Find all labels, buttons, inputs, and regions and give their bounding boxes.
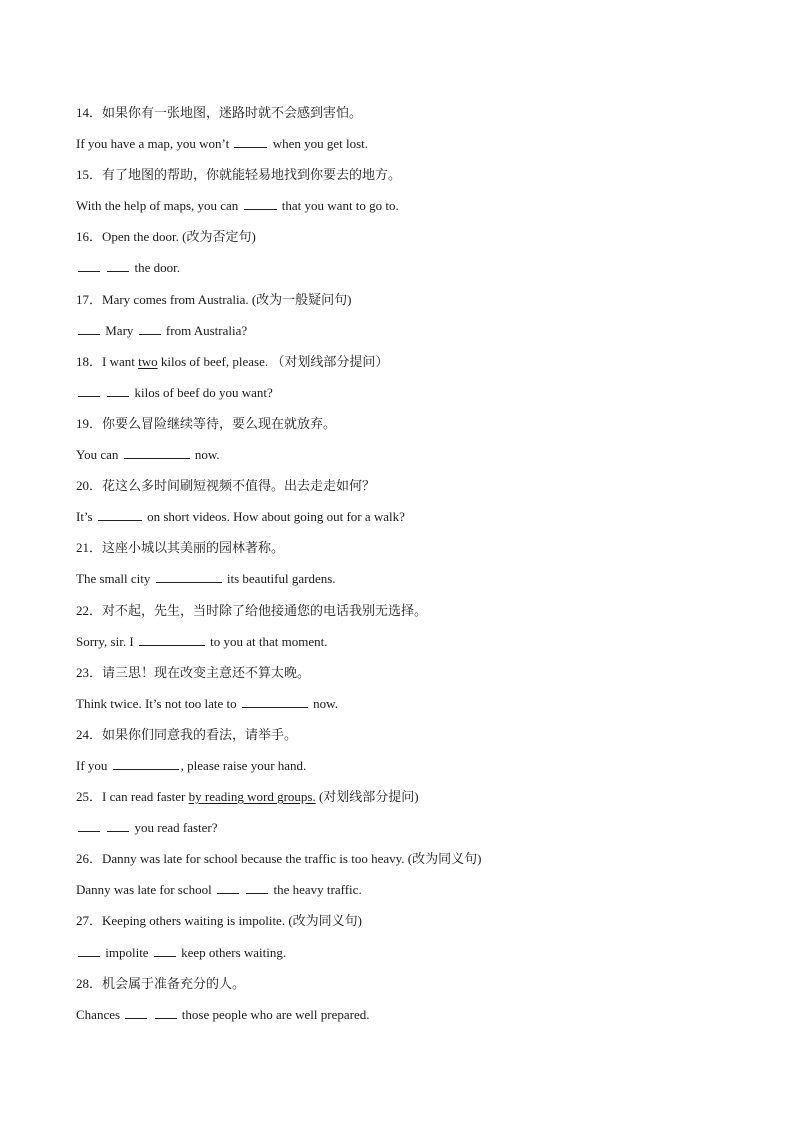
question-prompt: [76, 848, 736, 879]
answer-text: If you: [76, 757, 111, 773]
answer-text: , please raise your hand.: [180, 757, 307, 773]
answer-text: now.: [191, 447, 220, 463]
answer-blank[interactable]: [107, 384, 129, 397]
answer-blank[interactable]: [154, 944, 176, 957]
answer-text: With the help of maps, you can: [76, 198, 242, 214]
answer-text: the heavy traffic.: [270, 882, 362, 898]
answer-text: to you at that moment.: [206, 633, 328, 649]
prompt-text: kilos of beef, please. （对划线部分提问）: [157, 353, 389, 369]
answer-text: You can: [76, 447, 122, 463]
answer-blank[interactable]: [234, 135, 267, 148]
answer-text: Danny was late for school: [76, 882, 215, 898]
prompt-text: Keeping others waiting is impolite. (改为同义句): [102, 913, 362, 929]
answer-blank[interactable]: [124, 446, 190, 459]
prompt-text: 你要么冒险继续等待，要么现在就放弃。: [102, 415, 337, 431]
answer-blank[interactable]: [107, 259, 129, 272]
answer-text: when you get lost.: [269, 136, 369, 152]
question-number: 25．: [76, 789, 103, 805]
prompt-text: 有了地图的帮助，你就能轻易地找到你要去的地方。: [102, 167, 402, 183]
answer-line: [76, 195, 736, 226]
question-number: 18．: [76, 353, 103, 369]
answer-line: [76, 879, 736, 910]
prompt-text: 这座小城以其美丽的园林著称。: [102, 540, 285, 556]
answer-text: [149, 1007, 152, 1022]
question-prompt: [76, 413, 736, 444]
question-number: 24．: [76, 726, 103, 742]
answer-text: [241, 882, 244, 897]
prompt-text: Open the door. (改为否定句): [102, 229, 256, 245]
answer-blank[interactable]: [78, 259, 100, 272]
answer-text: those people who are well prepared.: [178, 1006, 370, 1022]
question-number: 23．: [76, 664, 103, 680]
answer-text: its beautiful gardens.: [223, 571, 336, 587]
question-number: 22．: [76, 602, 103, 618]
answer-blank[interactable]: [244, 197, 277, 210]
answer-blank[interactable]: [217, 881, 239, 894]
prompt-text: 如果你有一张地图，迷路时就不会感到害怕。: [102, 105, 363, 120]
answer-text: [102, 260, 105, 275]
answer-line: [76, 693, 736, 724]
question-prompt: [76, 289, 736, 320]
answer-text: kilos of beef do you want?: [131, 384, 273, 400]
question-prompt: [76, 973, 736, 1004]
answer-text: [102, 385, 105, 400]
answer-blank[interactable]: [125, 1006, 147, 1019]
question-prompt: [76, 910, 736, 941]
question-number: 17．: [76, 291, 103, 307]
answer-text: that you want to go to.: [278, 198, 399, 214]
prompt-text: 如果你们同意我的看法，请举手。: [102, 726, 298, 742]
answer-blank[interactable]: [78, 322, 100, 335]
answer-text: the door.: [131, 260, 180, 276]
answer-line: [76, 133, 736, 164]
prompt-text: I can read faster: [102, 789, 189, 805]
answer-text: If you have a map, you won’t: [76, 136, 233, 152]
question-number: 15．: [76, 167, 103, 183]
question-prompt: [76, 351, 736, 382]
underlined-text: by reading word groups.: [188, 789, 316, 805]
prompt-text: 请三思！现在改变主意还不算太晚。: [102, 664, 311, 680]
question-number: 27．: [76, 913, 103, 929]
answer-text: you read faster?: [131, 820, 218, 836]
question-number: 21．: [76, 540, 103, 556]
underlined-text: two: [138, 353, 158, 369]
question-number: 26．: [76, 851, 103, 867]
answer-line: [76, 755, 736, 786]
question-prompt: [76, 786, 736, 817]
question-number: 16．: [76, 229, 103, 245]
answer-blank[interactable]: [78, 944, 100, 957]
prompt-text: 对不起，先生，当时除了给他接通您的电话我别无选择。: [102, 602, 428, 618]
answer-blank[interactable]: [98, 508, 142, 521]
question-number: 20．: [76, 478, 103, 494]
question-prompt: [76, 226, 736, 257]
answer-line: [76, 631, 736, 662]
question-prompt: [76, 102, 736, 133]
question-prompt: [76, 724, 736, 755]
answer-blank[interactable]: [78, 819, 100, 832]
question-prompt: [76, 164, 736, 195]
answer-text: Mary: [102, 322, 137, 338]
prompt-text: (对划线部分提问): [315, 789, 419, 805]
prompt-text: I want: [102, 353, 139, 369]
answer-line: [76, 942, 736, 973]
answer-text: The small city: [76, 571, 154, 587]
answer-text: on short videos. How about going out for a walk?: [143, 509, 405, 525]
answer-blank[interactable]: [107, 819, 129, 832]
question-number: 19．: [76, 415, 103, 431]
answer-line: [76, 382, 736, 413]
answer-text: now.: [309, 695, 338, 711]
answer-text: Chances: [76, 1006, 124, 1022]
answer-blank[interactable]: [156, 570, 222, 583]
exercise-list: [76, 102, 736, 1035]
answer-text: Think twice. It’s not too late to: [76, 695, 240, 711]
answer-blank[interactable]: [246, 881, 268, 894]
question-number: 14．: [76, 105, 103, 120]
answer-blank[interactable]: [242, 695, 308, 708]
answer-text: from Australia?: [162, 322, 248, 338]
answer-text: Sorry, sir. I: [76, 633, 137, 649]
prompt-text: 机会属于准备充分的人。: [102, 975, 246, 991]
question-number: 28．: [76, 975, 103, 991]
question-prompt: [76, 537, 736, 568]
answer-blank[interactable]: [139, 633, 205, 646]
answer-blank[interactable]: [155, 1006, 177, 1019]
answer-blank[interactable]: [139, 322, 161, 335]
answer-line: [76, 1004, 736, 1035]
answer-blank[interactable]: [78, 384, 100, 397]
answer-text: keep others waiting.: [177, 944, 287, 960]
prompt-text: 花这么多时间刷短视频不值得。出去走走如何？: [102, 478, 376, 494]
answer-text: [102, 820, 105, 835]
question-prompt: [76, 600, 736, 631]
question-prompt: [76, 475, 736, 506]
answer-line: [76, 568, 736, 599]
answer-text: impolite: [102, 944, 152, 960]
prompt-text: Mary comes from Australia. (改为一般疑问句): [102, 291, 352, 307]
answer-line: [76, 320, 736, 351]
answer-line: [76, 257, 736, 288]
answer-line: [76, 817, 736, 848]
answer-line: [76, 506, 736, 537]
answer-text: It’s: [76, 509, 96, 525]
answer-blank[interactable]: [113, 757, 179, 770]
answer-line: [76, 444, 736, 475]
question-prompt: [76, 662, 736, 693]
prompt-text: Danny was late for school because the traffic is too heavy. (改为同义句): [102, 851, 482, 867]
